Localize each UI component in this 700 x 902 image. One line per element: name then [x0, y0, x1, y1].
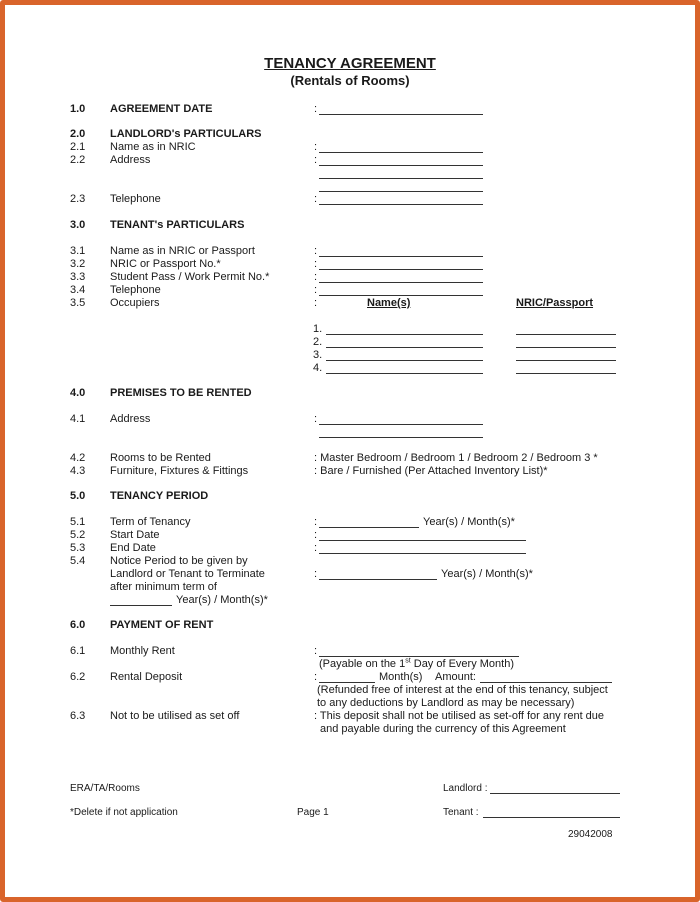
landlord-address-field-1[interactable] [319, 165, 483, 166]
occupier-4-nric-field[interactable] [516, 373, 616, 374]
item-number: 3.2 [70, 258, 86, 270]
colon: : [314, 271, 318, 283]
colon: : [314, 193, 318, 205]
occupier-number: 2. [313, 336, 323, 348]
occupier-1-name-field[interactable] [326, 334, 483, 335]
page-number: Page 1 [297, 807, 329, 818]
landlord-name-field[interactable] [319, 152, 483, 153]
end-date-label: End Date [110, 542, 156, 554]
landlord-signature-field[interactable] [490, 793, 620, 794]
tenant-signature-label: Tenant : [443, 807, 479, 818]
furniture-value: : Bare / Furnished (Per Attached Inventory List)* [314, 465, 548, 477]
item-number: 3.4 [70, 284, 86, 296]
occupier-4-name-field[interactable] [326, 373, 483, 374]
document-subtitle: (Rentals of Rooms) [290, 73, 410, 88]
deposit-note-line-2: to any deductions by Landlord as may be necessary) [317, 697, 575, 709]
document-title: TENANCY AGREEMENT [264, 55, 436, 72]
item-number: 2.2 [70, 154, 86, 166]
tenant-signature-field[interactable] [483, 817, 620, 818]
tenant-nric-label: NRIC or Passport No.* [110, 258, 221, 270]
section-number: 2.0 [70, 128, 86, 140]
colon: : [314, 413, 318, 425]
set-off-label: Not to be utilised as set off [110, 710, 240, 722]
colon: : [314, 258, 318, 270]
section-heading-premises: PREMISES TO BE RENTED [110, 387, 252, 399]
premises-address-field-2[interactable] [319, 437, 483, 438]
agreement-date-field[interactable] [319, 114, 483, 115]
tenant-pass-field[interactable] [319, 282, 483, 283]
section-number: 1.0 [70, 103, 86, 115]
item-number: 5.3 [70, 542, 86, 554]
item-number: 2.1 [70, 141, 86, 153]
occupier-1-nric-field[interactable] [516, 334, 616, 335]
item-number: 5.1 [70, 516, 86, 528]
item-number: 3.3 [70, 271, 86, 283]
document-code: 29042008 [568, 829, 613, 840]
section-heading-landlord: LANDLORD's PARTICULARS [110, 128, 262, 140]
notice-period-field[interactable] [319, 579, 437, 580]
section-number: 6.0 [70, 619, 86, 631]
deposit-amount-label: Amount: [435, 671, 476, 683]
rooms-value: : Master Bedroom / Bedroom 1 / Bedroom 2 / Bedroom 3 * [314, 452, 598, 464]
deposit-amount-field[interactable] [480, 682, 612, 683]
item-number: 6.2 [70, 671, 86, 683]
deposit-note-line-1: (Refunded free of interest at the end of this tenancy, subject [317, 684, 608, 696]
tenant-telephone-label: Telephone [110, 284, 161, 296]
notice-label-line-1: Notice Period to be given by [110, 555, 248, 567]
occupier-2-name-field[interactable] [326, 347, 483, 348]
set-off-note-line-1: : This deposit shall not be utilised as set-off for any rent due [314, 710, 605, 722]
landlord-address-label: Address [110, 154, 151, 166]
notice-label-line-3: after minimum term of [110, 581, 217, 593]
landlord-address-field-3[interactable] [319, 191, 483, 192]
end-date-field[interactable] [319, 553, 526, 554]
occupiers-label: Occupiers [110, 297, 160, 309]
colon: : [314, 141, 318, 153]
deposit-months-label: Month(s) [379, 671, 423, 683]
landlord-name-label: Name as in NRIC [110, 141, 196, 153]
occupier-number: 4. [313, 362, 323, 374]
monthly-rent-label: Monthly Rent [110, 645, 175, 657]
item-number: 2.3 [70, 193, 86, 205]
item-number: 4.2 [70, 452, 86, 464]
monthly-rent-field[interactable] [319, 656, 519, 657]
footer-reference: ERA/TA/Rooms [70, 783, 140, 794]
minimum-term-field[interactable] [110, 605, 172, 606]
landlord-telephone-label: Telephone [110, 193, 161, 205]
colon: : [314, 645, 318, 657]
item-number: 6.3 [70, 710, 86, 722]
landlord-address-field-2[interactable] [319, 178, 483, 179]
item-number: 3.5 [70, 297, 86, 309]
colon: : [314, 516, 318, 528]
set-off-note-line-2: and payable during the currency of this Agreement [320, 723, 566, 735]
item-number: 3.1 [70, 245, 86, 257]
item-number: 4.3 [70, 465, 86, 477]
section-number: 3.0 [70, 219, 86, 231]
term-suffix: Year(s) / Month(s)* [423, 516, 515, 528]
minimum-term-suffix: Year(s) / Month(s)* [176, 594, 268, 606]
occupier-number: 3. [313, 349, 323, 361]
deposit-months-field[interactable] [319, 682, 375, 683]
section-number: 4.0 [70, 387, 86, 399]
premises-address-field-1[interactable] [319, 424, 483, 425]
monthly-rent-note: (Payable on the 1st Day of Every Month) [319, 657, 515, 670]
footer-delete-note: *Delete if not application [70, 807, 178, 818]
landlord-signature-label: Landlord : [443, 783, 488, 794]
section-heading-tenant: TENANT's PARTICULARS [110, 219, 245, 231]
section-heading-tenancy-period: TENANCY PERIOD [110, 490, 209, 502]
rental-deposit-label: Rental Deposit [110, 671, 183, 683]
colon: : [314, 568, 318, 580]
notice-period-suffix: Year(s) / Month(s)* [441, 568, 533, 580]
colon: : [314, 284, 318, 296]
tenant-name-field[interactable] [319, 256, 483, 257]
occupier-3-nric-field[interactable] [516, 360, 616, 361]
section-heading-agreement-date: AGREEMENT DATE [110, 103, 213, 115]
colon: : [314, 245, 318, 257]
occupier-3-name-field[interactable] [326, 360, 483, 361]
occupier-number: 1. [313, 323, 323, 335]
section-number: 5.0 [70, 490, 86, 502]
item-number: 5.2 [70, 529, 86, 541]
item-number: 4.1 [70, 413, 86, 425]
furniture-label: Furniture, Fixtures & Fittings [110, 465, 249, 477]
colon: : [314, 542, 318, 554]
tenant-name-label: Name as in NRIC or Passport [110, 245, 255, 257]
occupier-nric-header: NRIC/Passport [516, 297, 594, 309]
premises-address-label: Address [110, 413, 151, 425]
colon: : [314, 297, 318, 309]
start-date-label: Start Date [110, 529, 160, 541]
colon: : [314, 103, 318, 115]
item-number: 5.4 [70, 555, 86, 567]
landlord-telephone-field[interactable] [319, 204, 483, 205]
tenant-pass-label: Student Pass / Work Permit No.* [110, 271, 270, 283]
notice-label-line-2: Landlord or Tenant to Terminate [110, 568, 265, 580]
colon: : [314, 671, 318, 683]
section-heading-payment: PAYMENT OF RENT [110, 619, 214, 631]
item-number: 6.1 [70, 645, 86, 657]
start-date-field[interactable] [319, 540, 526, 541]
term-field[interactable] [319, 527, 419, 528]
colon: : [314, 529, 318, 541]
occupier-2-nric-field[interactable] [516, 347, 616, 348]
tenant-nric-field[interactable] [319, 269, 483, 270]
colon: : [314, 154, 318, 166]
term-label: Term of Tenancy [110, 516, 191, 528]
rooms-label: Rooms to be Rented [110, 452, 211, 464]
occupier-names-header: Name(s) [367, 297, 411, 309]
tenant-telephone-field[interactable] [319, 295, 483, 296]
